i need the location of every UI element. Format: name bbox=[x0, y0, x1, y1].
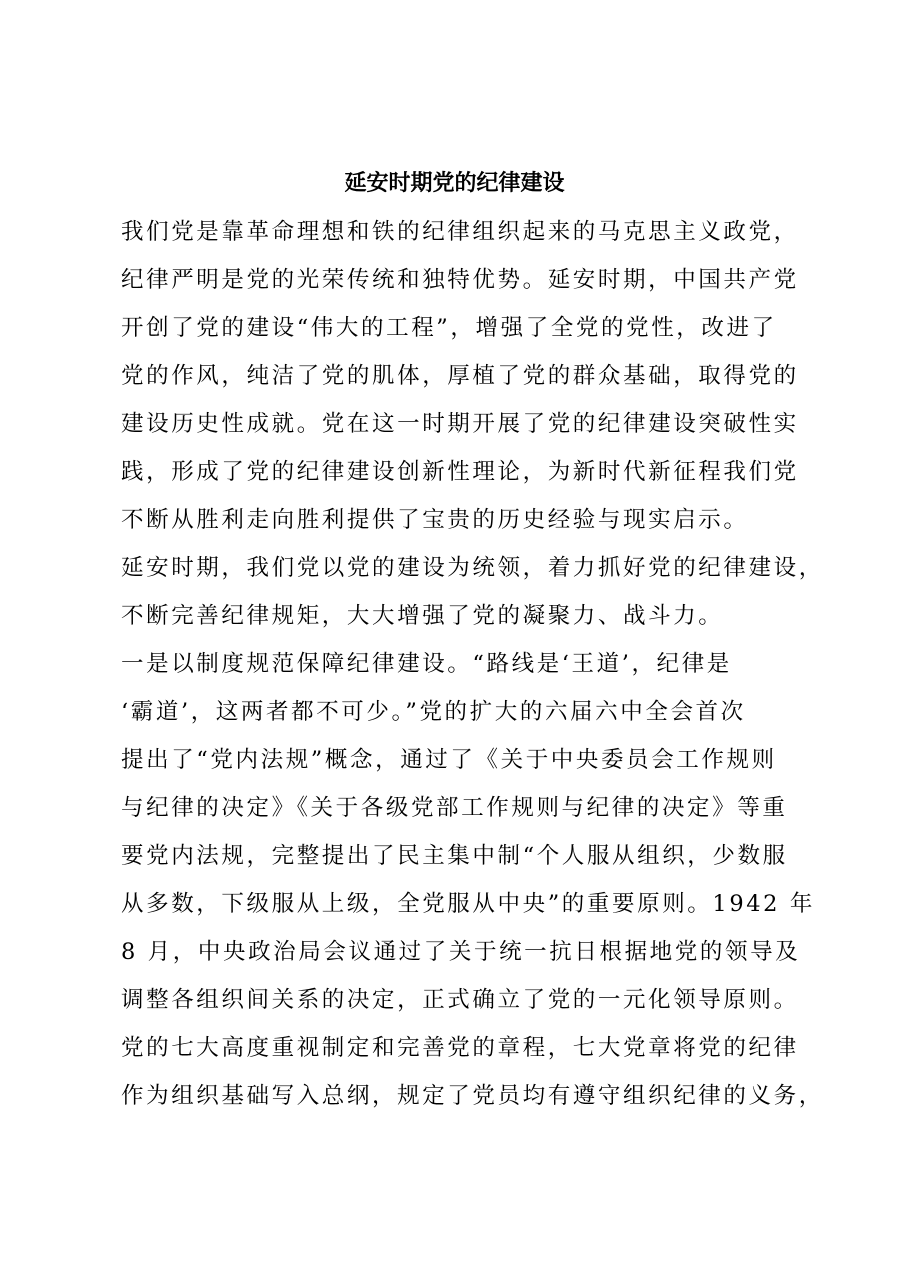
paragraph-line: 纪律严明是党的光荣传统和独特优势。延安时期，中国共产党 bbox=[121, 267, 799, 293]
paragraph-line: ‘霸道’，这两者都不可少。”党的扩大的六届六中全会首次 bbox=[121, 699, 746, 725]
paragraph-line: 开创了党的建设“伟大的工程”，增强了全党的党性，改进了 bbox=[121, 315, 777, 341]
paragraph-line: 建设历史性成就。党在这一时期开展了党的纪律建设突破性实 bbox=[121, 411, 799, 437]
paragraph-line: 延安时期，我们党以党的建设为统领，着力抓好党的纪律建设， bbox=[121, 555, 824, 581]
paragraph-line: 要党内法规，完整提出了民主集中制“个人服从组织，少数服 bbox=[121, 843, 788, 869]
paragraph-line: 不断完善纪律规矩，大大增强了党的凝聚力、战斗力。 bbox=[121, 603, 724, 629]
paragraph-line: 调整各组织间关系的决定，正式确立了党的一元化领导原则。 bbox=[121, 987, 799, 1013]
paragraph-line: 党的作风，纯洁了党的肌体，厚植了党的群众基础，取得党的 bbox=[121, 363, 799, 389]
paragraph-line: 作为组织基础写入总纲，规定了党员均有遵守组织纪律的义务， bbox=[121, 1083, 824, 1109]
paragraph-line: 8 月，中央政治局会议通过了关于统一抗日根据地党的领导及 bbox=[121, 939, 801, 965]
paragraph-line: 一是以制度规范保障纪律建设。“路线是‘王道’，纪律是 bbox=[121, 651, 732, 677]
paragraph-line: 我们党是靠革命理想和铁的纪律组织起来的马克思主义政党， bbox=[121, 219, 799, 245]
paragraph-line: 与纪律的决定》《关于各级党部工作规则与纪律的决定》等重 bbox=[121, 795, 788, 821]
paragraph-line: 从多数，下级服从上级，全党服从中央”的重要原则。1942 年 bbox=[121, 891, 815, 917]
paragraph-line: 不断从胜利走向胜利提供了宝贵的历史经验与现实启示。 bbox=[121, 507, 749, 533]
document-title: 延安时期党的纪律建设 bbox=[344, 170, 565, 196]
paragraph-line: 践，形成了党的纪律建设创新性理论，为新时代新征程我们党 bbox=[121, 459, 799, 485]
paragraph-line: 党的七大高度重视制定和完善党的章程，七大党章将党的纪律 bbox=[121, 1035, 799, 1061]
paragraph-line: 提出了“党内法规”概念，通过了《关于中央委员会工作规则 bbox=[121, 747, 777, 773]
